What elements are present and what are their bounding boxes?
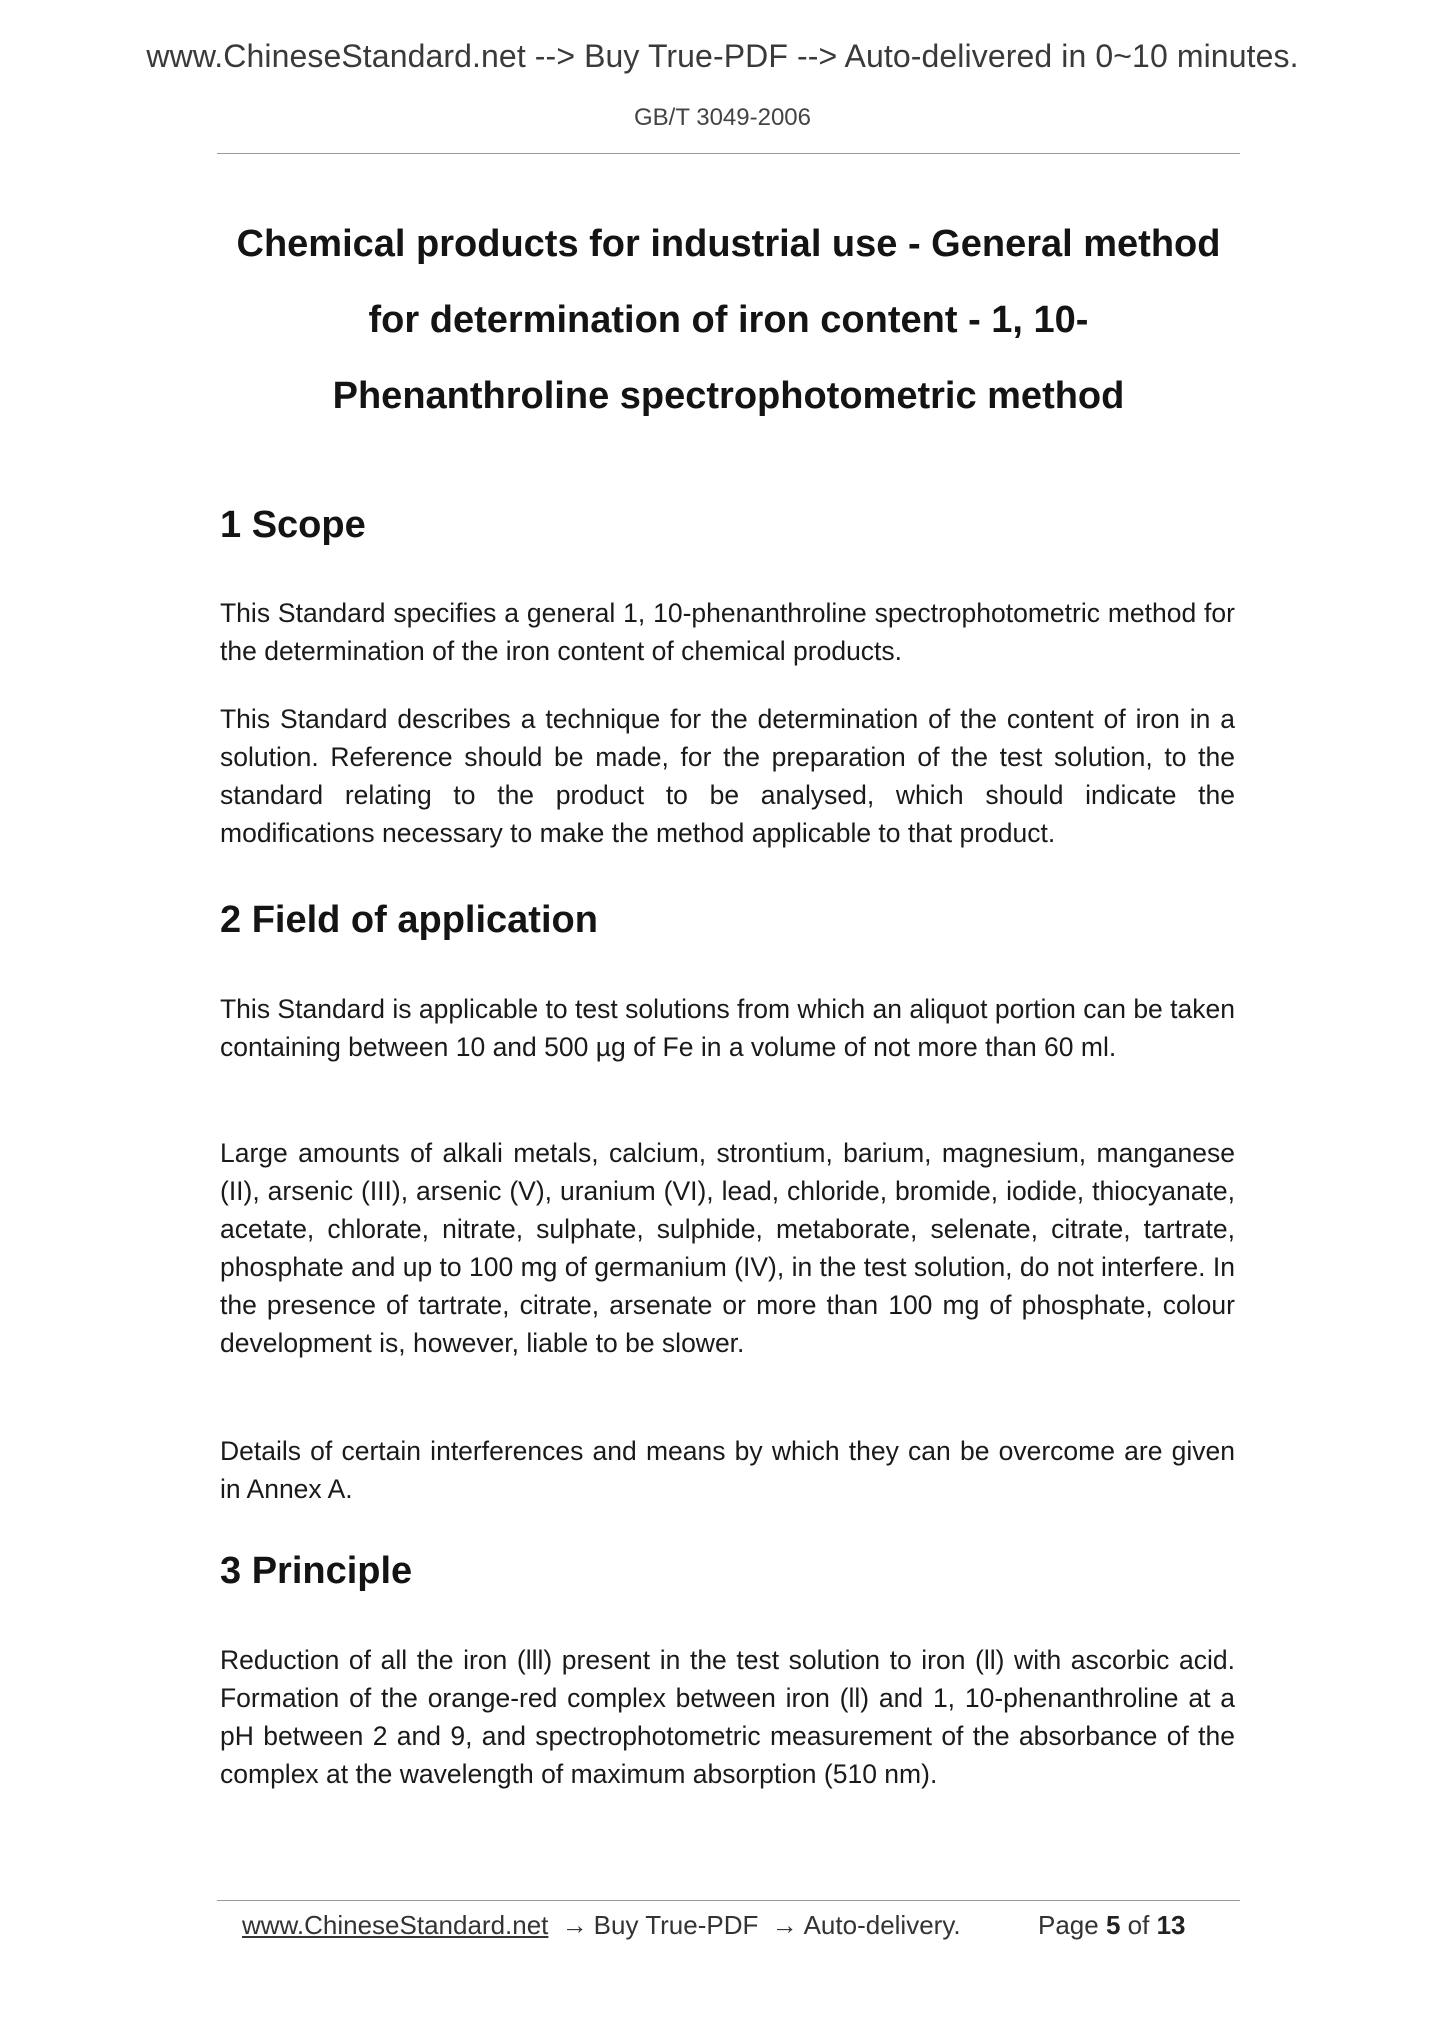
section-heading-field-of-application: 2 Field of application [220,899,598,941]
section-heading-scope: 1 Scope [220,504,366,546]
header-rule [217,153,1240,154]
scope-paragraph-1: This Standard specifies a general 1, 10-phenanthroline spectrophotometric method for the determination of the iron content of chemical products. [220,598,1235,666]
page-footer [242,1908,1242,1942]
page-of-label: of [1127,1910,1150,1940]
document-code: GB/T 3049-2006 [633,104,811,131]
document-title [217,206,1240,434]
title-line-3: Phenanthroline spectrophotometric method [332,375,1125,417]
principle-paragraph-1: Reduction of all the iron (lll) present in the test solution to iron (ll) with ascorbic acid. Formation of the orange-red complex between iron (ll) and 1, 10-phenanthroline at a pH between 2 and 9, and spectrophotometric measurement of the absorbance of the complex at the wavelength of maximum absorption (510 nm). [220,1645,1235,1789]
footer-auto-text: Auto-delivery. [803,1910,961,1940]
page-total: 13 [1156,1910,1186,1940]
top-banner: www.ChineseStandard.net --> Buy True-PDF --> Auto-delivered in 0~10 minutes. [146,38,1299,74]
title-line-2: for determination of iron content - 1, 10- [368,299,1089,341]
page-current: 5 [1105,1910,1121,1940]
field-paragraph-3: Details of certain interferences and means by which they can be overcome are given in Annex A. [220,1436,1235,1504]
section-heading-principle: 3 Principle [220,1550,413,1592]
page-label: Page [1038,1910,1099,1940]
footer-site-link[interactable]: www.ChineseStandard.net [242,1910,549,1940]
field-paragraph-1: This Standard is applicable to test solutions from which an aliquot portion can be taken containing between 10 and 500 µg of Fe in a volume of not more than 60 ml. [220,994,1235,1062]
footer-buy-text: Buy True-PDF [593,1910,759,1940]
footer-arrow-icon: → [561,1910,588,1940]
field-paragraph-2: Large amounts of alkali metals, calcium, strontium, barium, magnesium, manganese (II), arsenic (III), arsenic (V), uranium (VI), lead, chloride, bromide, iodide, thiocyanate, acetate, chlorate, nitrate, sulphate, sulphide, metaborate, selenate, citrate, tartrate, phosphate and up to 100 mg of germanium (IV), in the test solution, do not interfere. In the presence of tartrate, citrate, arsenate or more than 100 mg of phosphate, colour development is, however, liable to be slower. [220,1138,1235,1358]
page-indicator [1038,1908,1186,1942]
footer-arrow-icon-2: → [771,1910,798,1940]
title-line-1: Chemical products for industrial use - General method [236,223,1221,265]
scope-paragraph-2: This Standard describes a technique for the determination of the content of iron in a solution. Reference should be made, for the preparation of the test solution, to the standard relating to the product to be analysed, which should indicate the modifications necessary to make the method applicable to that product. [220,704,1235,848]
footer-rule [217,1900,1240,1901]
